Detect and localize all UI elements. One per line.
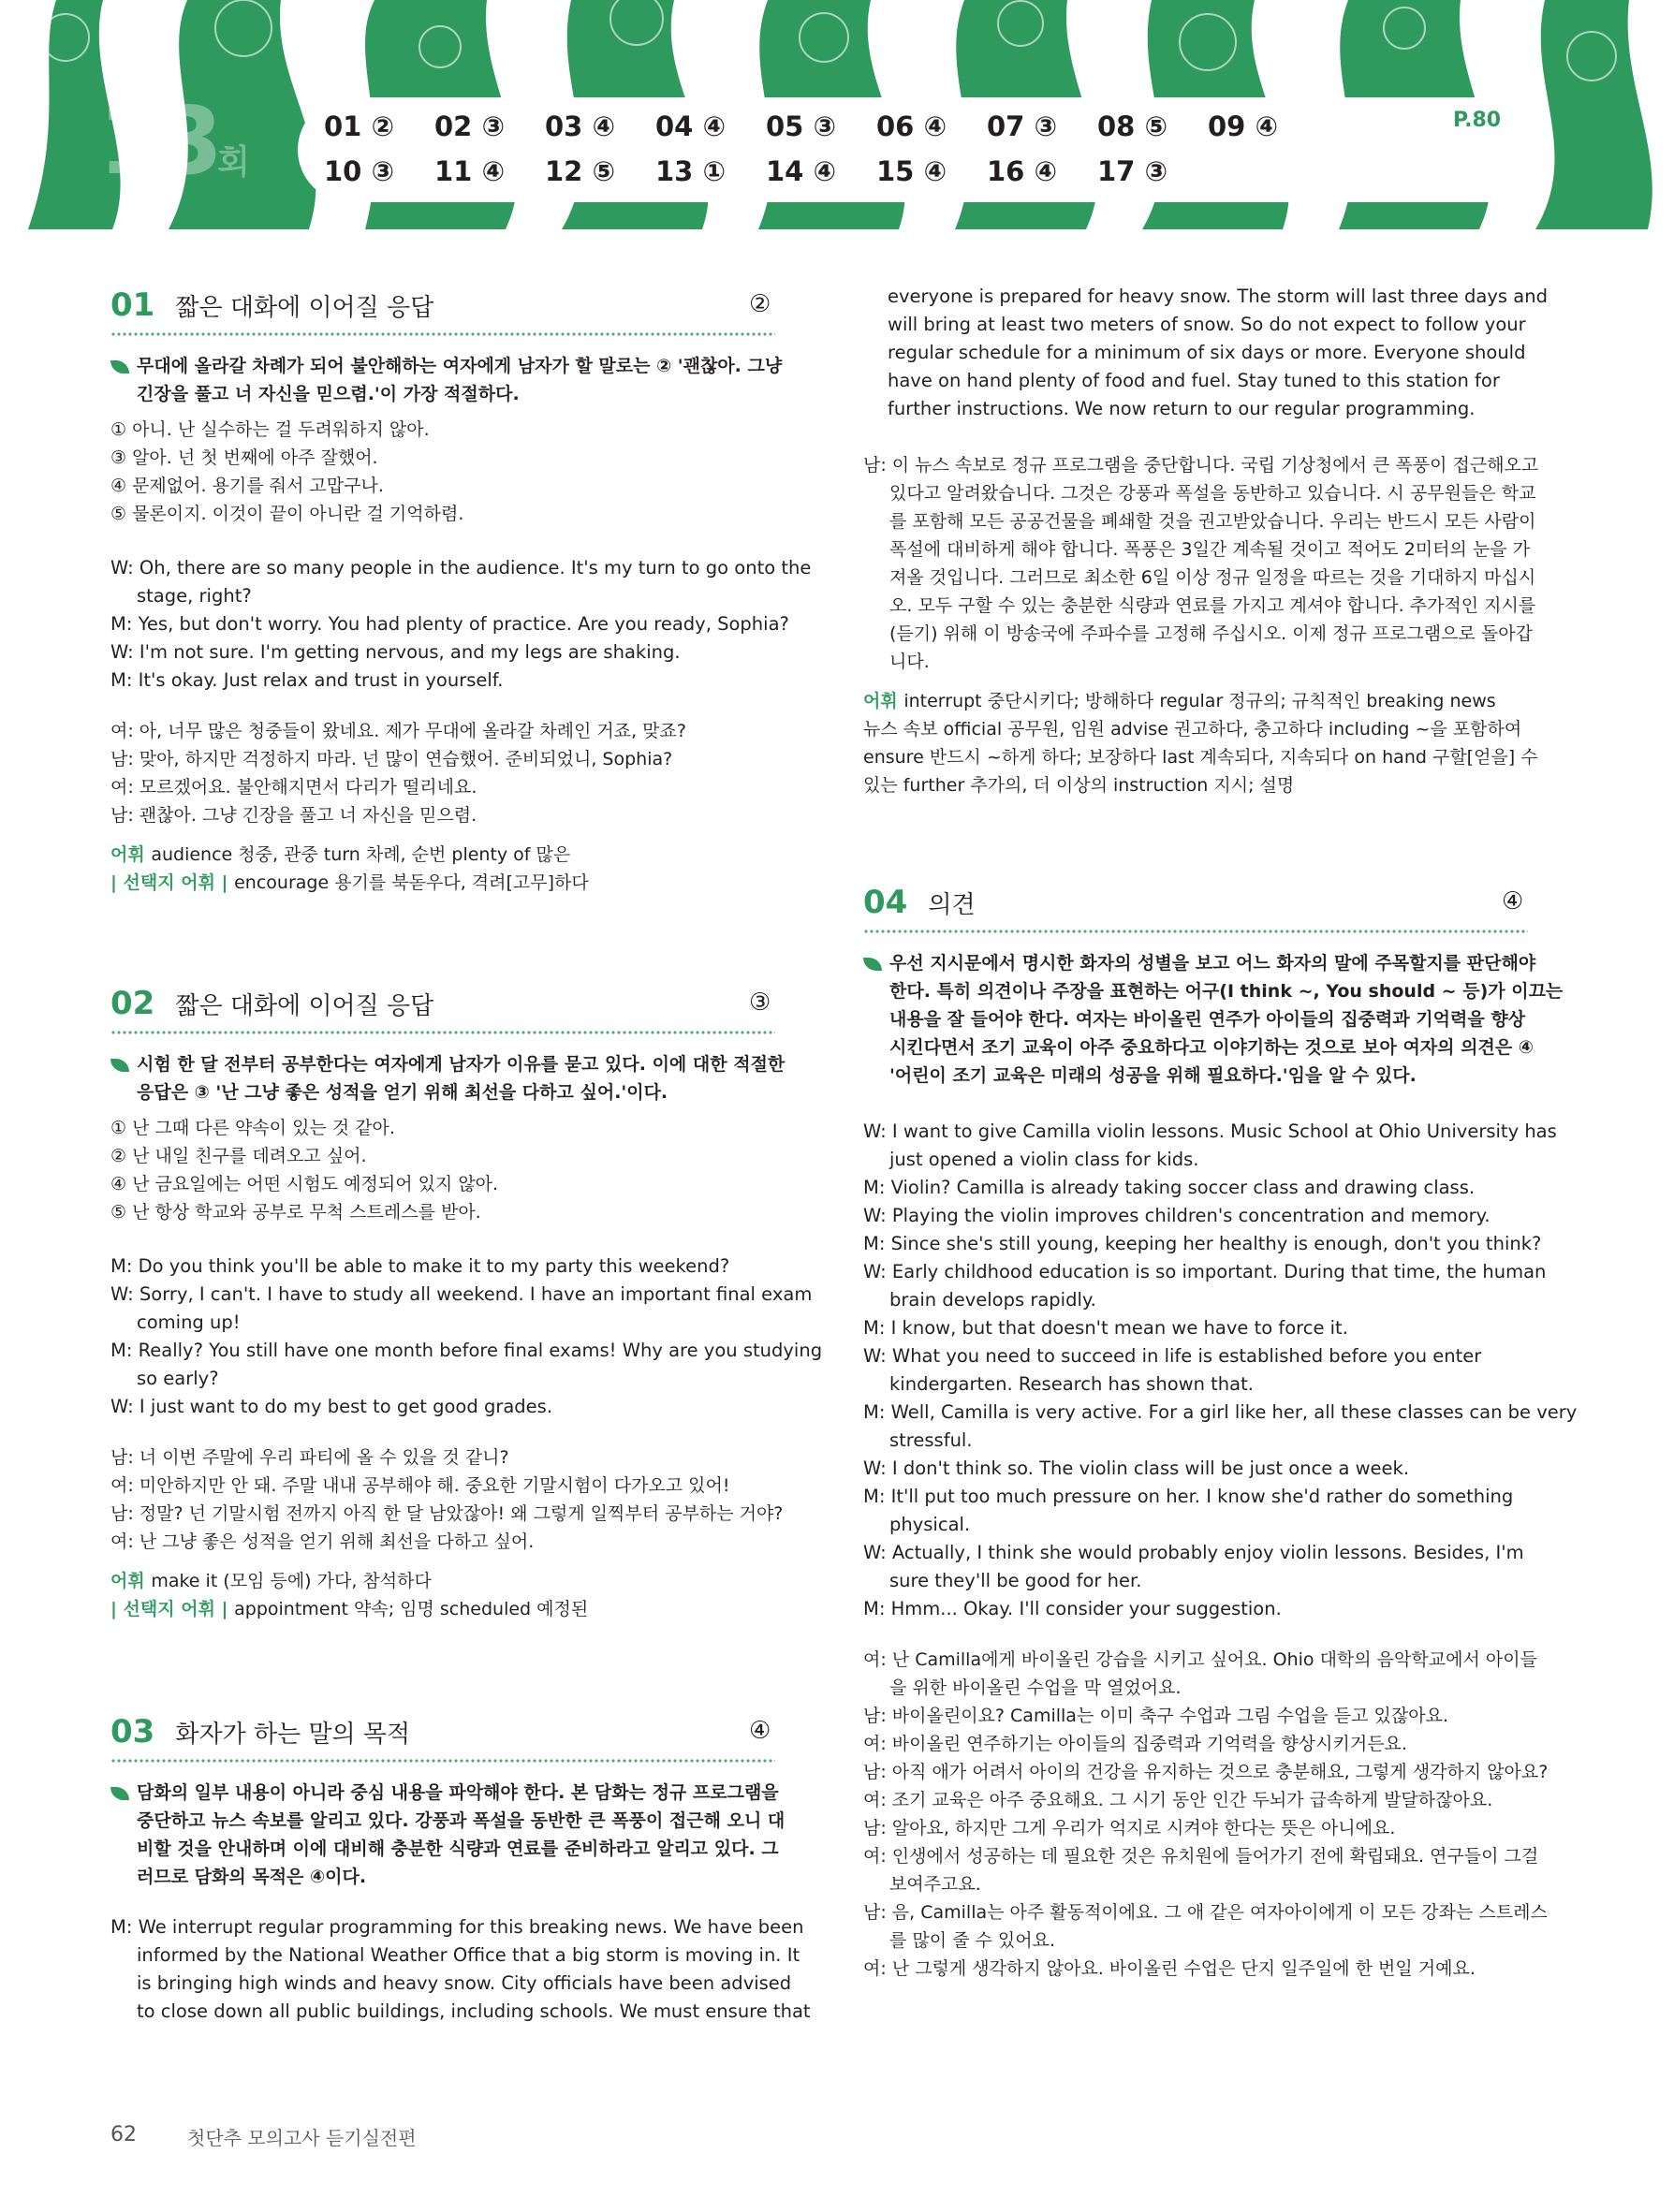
vocab-label: 어휘 (110, 1571, 152, 1591)
option-line: ① 아니. 난 실수하는 걸 두려워하지 않아. (110, 419, 430, 440)
script-line: coming up! (137, 1311, 241, 1333)
script-line: M: Yes, but don't worry. You had plenty of practice. Are you ready, Sophia? (110, 613, 789, 635)
leaf-icon (110, 1059, 129, 1072)
section-number: 02 (110, 985, 155, 1022)
section-label: 의견 (928, 891, 976, 919)
translation-line: 보여주고요. (889, 1874, 981, 1895)
section-answer: ④ (1502, 887, 1524, 916)
translation-line: 있다고 알려왔습니다. 그것은 강풍과 폭설을 동반하고 있습니다. 시 공무원들은 학교 (889, 483, 1536, 504)
answer-item: 15 ④ (876, 155, 947, 187)
explanation-line: 담화의 일부 내용이 아니라 중심 내용을 파악해야 한다. 본 담화는 정규 프로그램을 (110, 1779, 779, 1807)
answer-item: 05 ③ (766, 110, 837, 142)
answer-item: 13 ① (655, 155, 727, 187)
translation-line: 남: 아직 애가 어려서 아이의 건강을 유지하는 것으로 충분해요, 그렇게 생각하지 않아요? (863, 1762, 1549, 1782)
script-line: stressful. (889, 1429, 973, 1451)
translation-line: 남: 정말? 넌 기말시험 전까지 아직 한 달 남았잖아! 왜 그렇게 일찍부터 공부하는 거야? (110, 1503, 784, 1524)
explanation-line: 무대에 올라갈 차례가 되어 불안해하는 여자에게 남자가 할 말로는 ② '괜찮아. 그냥 (110, 352, 782, 380)
translation-line: 폭설에 대비하게 해야 합니다. 폭풍은 3일간 계속될 것이고 적어도 2미터의 눈을 가 (889, 539, 1530, 560)
section-label: 짧은 대화에 이어질 응답 (175, 992, 434, 1020)
explanation-line: 시험 한 달 전부터 공부한다는 여자에게 남자가 이유를 묻고 있다. 이에 대한 적절한 (110, 1050, 785, 1078)
section-title (110, 1713, 410, 1751)
option-line: ⑤ 물론이지. 이것이 끝이 아니란 걸 기억하렴. (110, 504, 464, 524)
section-divider (863, 929, 1528, 934)
header-banner (0, 0, 1674, 229)
translation-line: 남: 알아요, 하지만 그게 우리가 억지로 시켜야 한다는 뜻은 아니에요. (863, 1818, 1396, 1838)
script-line: M: Do you think you'll be able to make it to my party this weekend? (110, 1255, 730, 1277)
vocab-label: | 선택지 어휘 | (110, 1599, 235, 1619)
vocab-line: | 선택지 어휘 | encourage 용기를 북돋우다, 격려[고무]하다 (110, 872, 589, 893)
answer-item: 17 ③ (1097, 155, 1168, 187)
vocab-label: 어휘 (863, 691, 904, 711)
vocab-line: 어휘 interrupt 중단시키다; 방해하다 regular 정규의; 규칙적인 breaking news (863, 691, 1496, 711)
explanation-line: 우선 지시문에서 명시한 화자의 성별을 보고 어느 화자의 말에 주목할지를 판단해야 (863, 949, 1535, 977)
script-line: M: I know, but that doesn't mean we have to force it. (863, 1317, 1348, 1339)
script-line: M: Since she's still young, keeping her healthy is enough, don't you think? (863, 1233, 1542, 1254)
translation-line: 여: 인생에서 성공하는 데 필요한 것은 유치원에 들어가기 전에 확립돼요. 연구들이 그걸 (863, 1846, 1539, 1867)
section-divider (110, 331, 775, 337)
script-line: M: We interrupt regular programming for this breaking news. We have been (110, 1916, 804, 1938)
section-divider (110, 1030, 775, 1035)
translation-line: 남: 너 이번 주말에 우리 파티에 올 수 있을 것 같니? (110, 1447, 509, 1468)
section-title (110, 286, 433, 324)
vocab-line: 어휘 make it (모임 등에) 가다, 참석하다 (110, 1571, 432, 1591)
vocab-label: | 선택지 어휘 | (110, 872, 235, 893)
script-line: to close down all public buildings, including schools. We must ensure that (137, 2000, 811, 2022)
script-line: is bringing high winds and heavy snow. City officials have been advised (137, 1972, 792, 1994)
explanation-line: 시킨다면서 조기 교육이 아주 중요하다고 이야기하는 것으로 보아 여자의 의견은 ④ (889, 1037, 1534, 1058)
vocab-line: | 선택지 어휘 | appointment 약속; 임명 scheduled 예정된 (110, 1599, 589, 1619)
explanation-line: 러므로 담화의 목적은 ④이다. (137, 1867, 367, 1887)
option-line: ④ 문제없어. 용기를 줘서 고맙구나. (110, 476, 384, 496)
translation-line: 여: 바이올린 연주하기는 아이들의 집중력과 기억력을 향상시키거든요. (863, 1734, 1407, 1754)
vocab-line: ensure 반드시 ~하게 하다; 보장하다 last 계속되다, 지속되다 on hand 구할[얻을] 수 (863, 747, 1538, 768)
translation-line: 오. 모두 구할 수 있는 충분한 식량과 연료를 가지고 계셔야 합니다. 추가적인 지시를 (889, 595, 1536, 616)
translation-line: 니다. (889, 652, 930, 672)
translation-line: (듣기) 위해 이 방송국에 주파수를 고정해 주십시오. 이제 정규 프로그램으로 돌아갑 (889, 623, 1533, 644)
section-divider (110, 1758, 775, 1764)
explanation-line: '어린이 조기 교육은 미래의 성공을 위해 필요하다.'임을 알 수 있다. (889, 1065, 1417, 1086)
vocab-line: 뉴스 속보 official 공무원, 임원 advise 권고하다, 충고하다 including ~을 포함하여 (863, 719, 1522, 740)
script-line: W: Actually, I think she would probably enjoy violin lessons. Besides, I'm (863, 1542, 1524, 1563)
leaf-icon (863, 958, 882, 971)
script-line: W: I don't think so. The violin class will be just once a week. (863, 1458, 1410, 1479)
script-line: M: Well, Camilla is very active. For a girl like her, all these classes can be very (863, 1401, 1578, 1423)
script-line: W: Sorry, I can't. I have to study all weekend. I have an important final exam (110, 1283, 813, 1305)
leaf-icon (110, 360, 129, 374)
script-line: physical. (889, 1514, 971, 1535)
script-line: will bring at least two meters of snow. So do not expect to follow your (888, 314, 1526, 335)
option-line: ① 난 그때 다른 약속이 있는 것 같아. (110, 1118, 395, 1138)
script-line: sure they'll be good for her. (889, 1570, 1142, 1591)
explanation-line: 비할 것을 안내하며 이에 대비해 충분한 식량과 연료를 준비하라고 알리고 있다. 그 (137, 1838, 779, 1859)
section-title (863, 884, 976, 921)
option-line: ② 난 내일 친구를 데려오고 싶어. (110, 1146, 367, 1166)
answer-item: 03 ④ (545, 110, 616, 142)
script-line: W: I just want to do my best to get good grades. (110, 1396, 553, 1417)
section-label: 화자가 하는 말의 목적 (175, 1721, 411, 1749)
answer-item: 14 ④ (766, 155, 837, 187)
translation-line: 여: 난 Camilla에게 바이올린 강습을 시키고 싶어요. Ohio 대학의 음악학교에서 아이들 (863, 1649, 1537, 1670)
answer-item: 07 ③ (987, 110, 1058, 142)
translation-line: 여: 미안하지만 안 돼. 주말 내내 공부해야 해. 중요한 기말시험이 다가오고 있어! (110, 1475, 730, 1496)
script-line: M: Hmm... Okay. I'll consider your suggestion. (863, 1598, 1282, 1619)
section-label: 짧은 대화에 이어질 응답 (175, 294, 434, 322)
answer-item: 01 ② (324, 110, 395, 142)
translation-line: 여: 모르겠어요. 불안해지면서 다리가 떨리네요. (110, 777, 477, 798)
translation-line: 여: 아, 너무 많은 청중들이 왔네요. 제가 무대에 올라갈 차례인 거죠, 맞죠? (110, 721, 686, 741)
script-line: brain develops rapidly. (889, 1289, 1096, 1311)
explanation-line: 중단하고 뉴스 속보를 알리고 있다. 강풍과 폭설을 동반한 큰 폭풍이 접근해 오니 대 (137, 1810, 786, 1831)
script-line: W: Playing the violin improves children's concentration and memory. (863, 1205, 1490, 1226)
script-line: M: It'll put too much pressure on her. I know she'd rather do something (863, 1486, 1514, 1507)
answer-item: 04 ④ (655, 110, 727, 142)
answer-item: 11 ④ (434, 155, 506, 187)
section-title (110, 985, 433, 1022)
script-line: M: Really? You still have one month before final exams! Why are you studying (110, 1340, 823, 1361)
explanation-line: 내용을 잘 들어야 한다. 여자는 바이올린 연주가 아이들의 집중력과 기억력을 향상 (889, 1009, 1526, 1030)
translation-line: 남: 바이올린이요? Camilla는 이미 축구 수업과 그림 수업을 듣고 있잖아요. (863, 1706, 1448, 1726)
script-line: informed by the National Weather Office that a big storm is moving in. It (137, 1944, 800, 1966)
option-line: ③ 알아. 넌 첫 번째에 아주 잘했어. (110, 447, 378, 468)
script-line: further instructions. We now return to our regular programming. (888, 398, 1476, 419)
script-line: everyone is prepared for heavy snow. The storm will last three days and (888, 286, 1548, 307)
translation-line: 여: 난 그냥 좋은 성적을 얻기 위해 최선을 다하고 싶어. (110, 1531, 535, 1552)
script-line: W: Oh, there are so many people in the audience. It's my turn to go onto the (110, 557, 812, 579)
answer-item: 02 ③ (434, 110, 506, 142)
script-line: kindergarten. Research has shown that. (889, 1373, 1254, 1395)
script-line: so early? (137, 1368, 219, 1389)
page-reference: P.80 (1453, 109, 1502, 132)
script-line: W: Early childhood education is so important. During that time, the human (863, 1261, 1547, 1282)
answer-item: 09 ④ (1208, 110, 1279, 142)
answer-item: 12 ⑤ (545, 155, 616, 187)
translation-line: 남: 괜찮아. 그냥 긴장을 풀고 너 자신을 믿으렴. (110, 805, 477, 826)
answer-item: 08 ⑤ (1097, 110, 1168, 142)
section-answer: ③ (749, 989, 771, 1017)
translation-line: 남: 이 뉴스 속보로 정규 프로그램을 중단합니다. 국립 기상청에서 큰 폭풍이 접근해오고 (863, 455, 1539, 476)
section-answer: ② (749, 290, 771, 318)
script-line: have on hand plenty of food and fuel. Stay tuned to this station for (888, 370, 1500, 391)
leaf-icon (110, 1787, 129, 1800)
script-line: just opened a violin class for kids. (889, 1149, 1199, 1170)
test-number: 13회 (98, 86, 244, 196)
translation-line: 를 포함해 모든 공공건물을 폐쇄할 것을 권고받았습니다. 우리는 반드시 모든 사람이 (889, 511, 1536, 532)
section-number: 01 (110, 286, 155, 324)
book-title: 첫단추 모의고사 듣기실전편 (187, 2127, 417, 2149)
section-number: 04 (863, 884, 908, 921)
translation-line: 를 많이 줄 수 있어요. (889, 1930, 1056, 1951)
explanation-line: 한다. 특히 의견이나 주장을 표현하는 어구(I think ~, You should ~ 등)가 이끄는 (889, 981, 1564, 1002)
explanation-line: 응답은 ③ '난 그냥 좋은 성적을 얻기 위해 최선을 다하고 싶어.'이다. (137, 1082, 668, 1103)
option-line: ④ 난 금요일에는 어떤 시험도 예정되어 있지 않아. (110, 1174, 499, 1194)
section-answer: ④ (749, 1717, 771, 1745)
translation-line: 을 위한 바이올린 수업을 막 열었어요. (889, 1677, 1182, 1698)
script-line: W: What you need to succeed in life is established before you enter (863, 1345, 1482, 1367)
script-line: stage, right? (137, 585, 252, 607)
vocab-line: 있는 further 추가의, 더 이상의 instruction 지시; 설명 (863, 775, 1295, 796)
script-line: W: I want to give Camilla violin lessons. Music School at Ohio University has (863, 1121, 1557, 1142)
explanation-line: 긴장을 풀고 너 자신을 믿으렴.'이 가장 적절하다. (137, 384, 520, 404)
answer-item: 10 ③ (324, 155, 395, 187)
translation-line: 여: 난 그렇게 생각하지 않아요. 바이올린 수업은 단지 일주일에 한 번일 거예요. (863, 1958, 1476, 1979)
script-line: M: Violin? Camilla is already taking soccer class and drawing class. (863, 1177, 1476, 1198)
vocab-label: 어휘 (110, 844, 152, 865)
page-number: 62 (110, 2123, 137, 2146)
translation-line: 남: 맞아, 하지만 걱정하지 마라. 넌 많이 연습했어. 준비되었니, Sophia? (110, 749, 673, 769)
answer-item: 16 ④ (987, 155, 1058, 187)
script-line: M: It's okay. Just relax and trust in yourself. (110, 669, 504, 691)
translation-line: 남: 음, Camilla는 아주 활동적이에요. 그 애 같은 여자아이에게 이 모든 강좌는 스트레스 (863, 1902, 1548, 1923)
option-line: ⑤ 난 항상 학교와 공부로 무척 스트레스를 받아. (110, 1202, 481, 1223)
script-line: regular schedule for a minimum of six days or more. Everyone should (888, 342, 1526, 363)
vocab-line: 어휘 audience 청중, 관중 turn 차례, 순번 plenty of 많은 (110, 844, 571, 865)
translation-line: 져올 것입니다. 그러므로 최소한 6일 이상 정규 일정을 따르는 것을 기대하지 마십시 (889, 567, 1536, 588)
translation-line: 여: 조기 교육은 아주 중요해요. 그 시기 동안 인간 두뇌가 급속하게 발달하잖아요. (863, 1790, 1493, 1810)
script-line: W: I'm not sure. I'm getting nervous, and my legs are shaking. (110, 641, 681, 663)
answer-item: 06 ④ (876, 110, 947, 142)
section-number: 03 (110, 1713, 155, 1751)
